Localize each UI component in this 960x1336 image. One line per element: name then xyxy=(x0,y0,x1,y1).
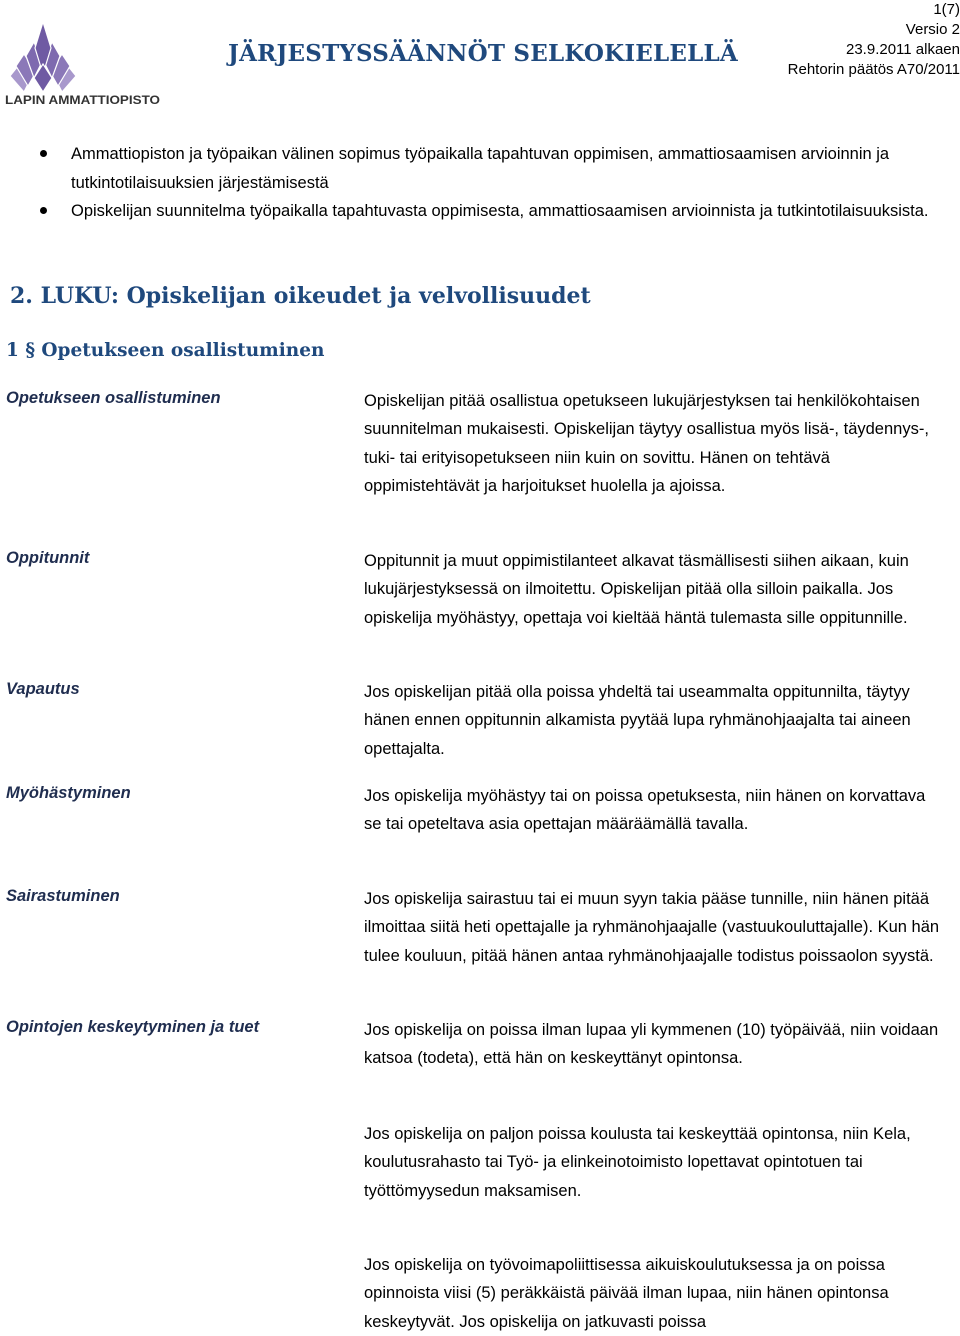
bullet-list xyxy=(40,140,940,226)
row-label-oppitunnit: Oppitunnit xyxy=(6,549,90,567)
bullet-icon xyxy=(40,207,47,214)
list-item-text: Ammattiopiston ja työpaikan välinen sopimus työpaikalla tapahtuvan oppimisen, ammattiosaamisen arvioinnin ja tutkintotilaisuuksien järjestämisestä xyxy=(71,145,890,192)
section-heading: 1 § Opetukseen osallistuminen xyxy=(6,340,325,361)
document-meta xyxy=(788,0,960,80)
row-text: Jos opiskelija sairastuu tai ei muun syyn takia pääse tunnille, niin hänen pitää ilmoittaa siitä heti opettajalle ja ryhmänohjaajalle (vastuukouluttajalle). Kun hän tulee kouluun, pitää hänen antaa ryhmänohjaajalle todistus poissaolon syystä. xyxy=(364,890,940,965)
row-text: Jos opiskelija on poissa ilman lupaa yli kymmenen (10) työpäivää, niin voidaan katsoa (todeta), että hän on keskeyttänyt opintonsa. xyxy=(364,1021,939,1068)
row-text: Oppitunnit ja muut oppimistilanteet alkavat täsmällisesti siihen aikaan, kuin lukujärjestyksessä on ilmoitettu. Opiskelijan pitää olla silloin paikalla. Jos opiskelija myöhästyy, opettaja voi kieltää häntä tulemasta sille oppitunnille. xyxy=(364,552,909,627)
row-text: Jos opiskelija on työvoimapoliittisessa aikuiskoulutuksessa ja on poissa opinnoista viisi (5) peräkkäistä päivää ilman lupaa, niin hänen opintonsa keskeytyvät. Jos opiskelija on jatkuvasti poissa xyxy=(364,1256,889,1331)
chapter-heading: 2. LUKU: Opiskelijan oikeudet ja velvollisuudet xyxy=(10,283,591,309)
list-item-text: Opiskelijan suunnitelma työpaikalla tapahtuvasta oppimisesta, ammattiosaamisen arvioinnista ja tutkintotilaisuuksista. xyxy=(71,202,929,220)
row-label-vapautus: Vapautus xyxy=(6,680,80,698)
logo-text: LAPIN AMMATTIOPISTO xyxy=(5,95,161,107)
row-label-sairastuminen: Sairastuminen xyxy=(6,887,120,905)
row-label-opetukseen-osallistuminen: Opetukseen osallistuminen xyxy=(6,389,221,407)
row-label-opintojen-keskeytyminen: Opintojen keskeytyminen ja tuet xyxy=(6,1018,260,1036)
list-item xyxy=(40,197,940,226)
bullet-icon xyxy=(40,150,47,157)
decision-reference: Rehtorin päätös A70/2011 xyxy=(787,61,960,78)
row-text: Opiskelijan pitää osallistua opetukseen lukujärjestyksen tai henkilökohtaisen suunnitelman mukaisesti. Opiskelijan täytyy osallistua myös lisä-, täydennys-, tuki- tai erityisopetukseen niin kuin on sovittu. Hänen on tehtävä oppimistehtävät ja harjoitukset huolella ja ajoissa. xyxy=(364,392,929,495)
page-number: 1(7) xyxy=(933,1,960,18)
row-text: Jos opiskelijan pitää olla poissa yhdeltä tai useammalta oppitunnilta, täytyy hänen ennen oppitunnin alkamista pyytää lupa ryhmänohjaajalta tai aineen opettajalta. xyxy=(364,683,911,758)
version: Versio 2 xyxy=(905,21,960,38)
row-text: Jos opiskelija myöhästyy tai on poissa opetuksesta, niin hänen on korvattava se tai opeteltava asia opettajan määräämällä tavalla. xyxy=(364,787,926,834)
row-label-myohastyminen: Myöhästyminen xyxy=(6,784,131,802)
row-text: Jos opiskelija on paljon poissa koulusta tai keskeyttää opintonsa, niin Kela, koulutusrahasto tai Työ- ja elinkeinotoimisto lopettavat opintotuen tai työttömyysedun maksamisen. xyxy=(364,1125,911,1200)
lapin-ammattiopisto-logo xyxy=(4,18,162,108)
valid-from: 23.9.2011 alkaen xyxy=(846,41,960,58)
document-title: JÄRJESTYSSÄÄNNÖT SELKOKIELELLÄ xyxy=(228,40,738,67)
list-item xyxy=(40,140,940,197)
lotus-icon xyxy=(10,22,76,92)
